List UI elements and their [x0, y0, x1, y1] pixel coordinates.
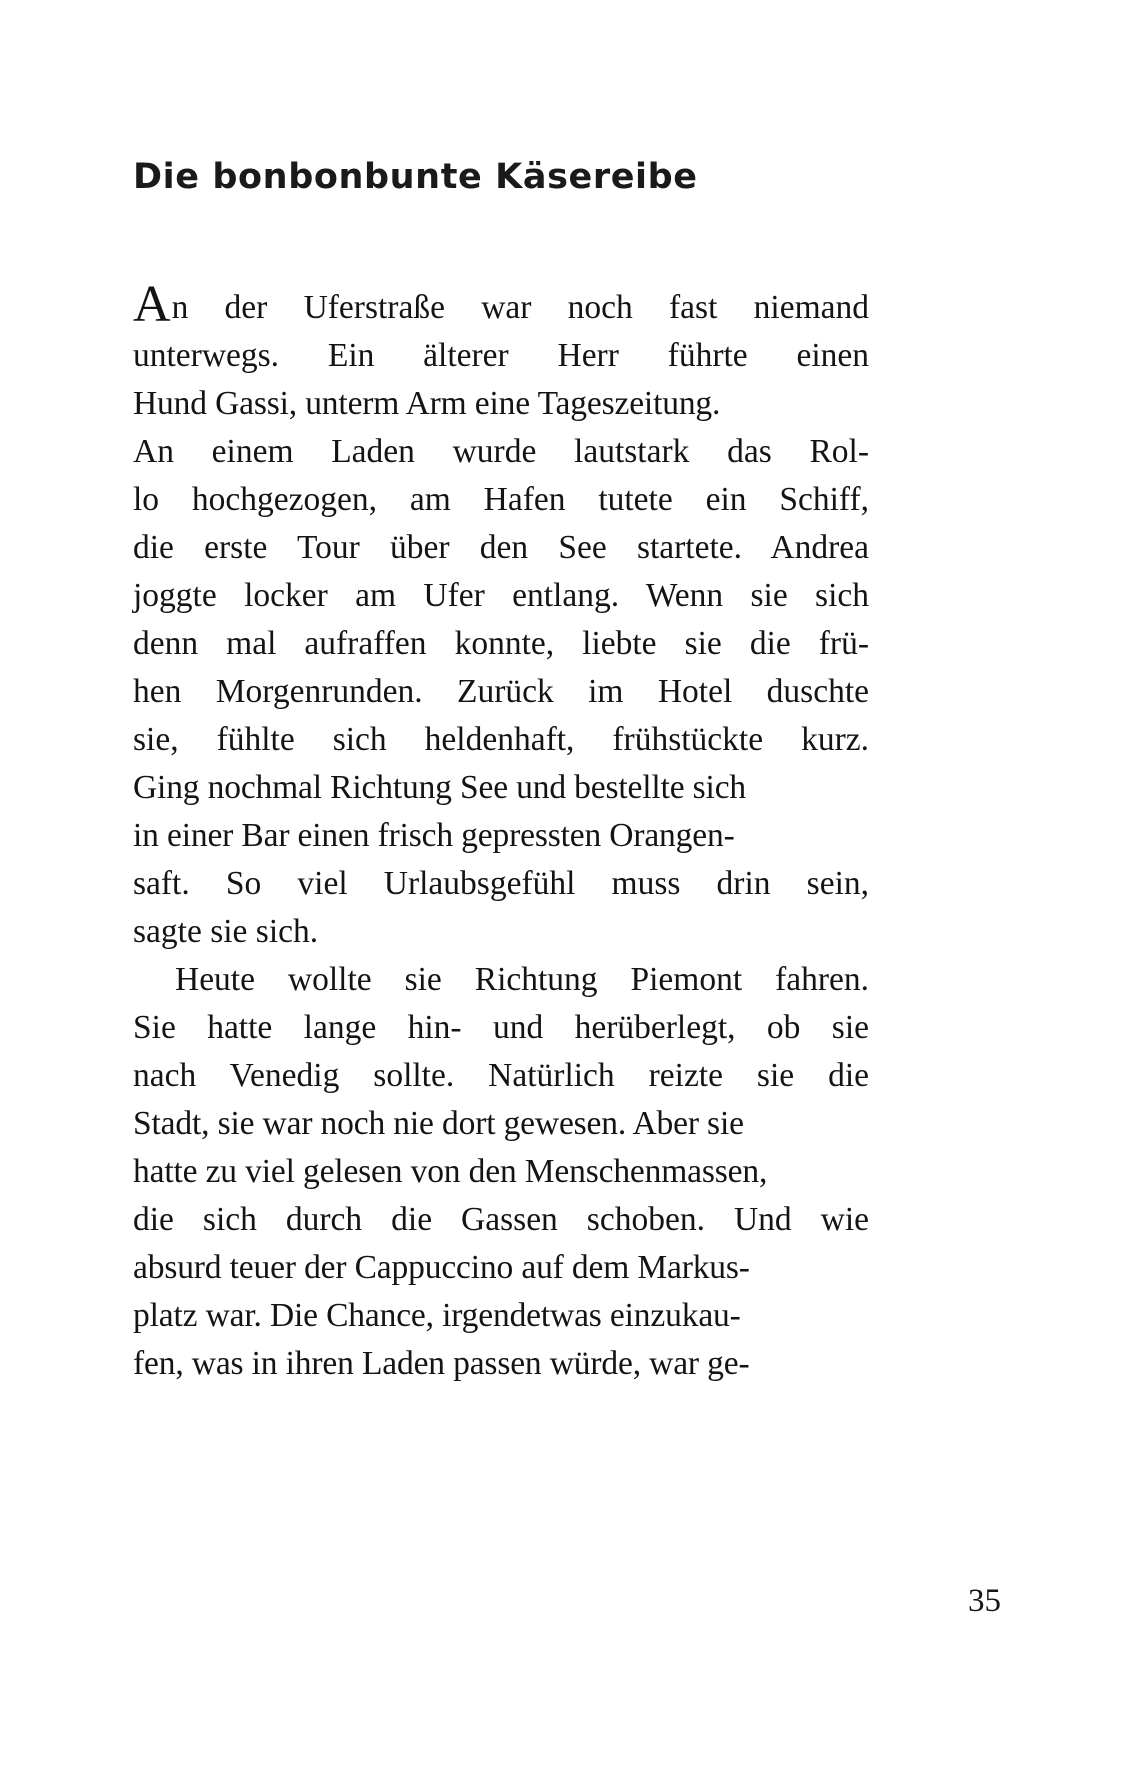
- text-line: Ging nochmal Richtung See und bestellte sich: [133, 769, 747, 806]
- drop-cap: A: [133, 276, 171, 333]
- paragraph-1: [133, 276, 869, 956]
- text-line: absurd teuer der Cappuccino auf dem Markus-: [133, 1249, 750, 1286]
- page-number: 35: [968, 1583, 1001, 1619]
- text-line: sie, fühlte sich heldenhaft, frühstückte kurz.: [133, 721, 869, 758]
- text-line: lo hochgezogen, am Hafen tutete ein Schiff,: [133, 481, 869, 518]
- text-line: sagte sie sich.: [133, 913, 319, 950]
- text-line: denn mal aufraffen konnte, liebte sie die frü-: [133, 625, 869, 662]
- text-line: in einer Bar einen frisch gepressten Orangen-: [133, 817, 735, 854]
- text-line: hen Morgenrunden. Zurück im Hotel duschte: [133, 673, 869, 710]
- text-line: nach Venedig sollte. Natürlich reizte sie die: [133, 1057, 869, 1094]
- text-line: Sie hatte lange hin- und herüberlegt, ob sie: [133, 1009, 869, 1046]
- text-line: unterwegs. Ein älterer Herr führte einen: [133, 337, 869, 374]
- text-line: An einem Laden wurde lautstark das Rol-: [133, 433, 869, 470]
- text-line: fen, was in ihren Laden passen würde, war ge-: [133, 1345, 750, 1382]
- text-line: platz war. Die Chance, irgendetwas einzukau-: [133, 1297, 741, 1334]
- body-text-block: [133, 276, 869, 1388]
- chapter-heading: Die bonbonbunte Käsereibe: [133, 157, 698, 197]
- text-line: die sich durch die Gassen schoben. Und wie: [133, 1201, 869, 1238]
- text-line: saft. So viel Urlaubsgefühl muss drin sein,: [133, 865, 869, 902]
- text-line: Hund Gassi, unterm Arm eine Tageszeitung.: [133, 385, 721, 422]
- text-line: Heute wollte sie Richtung Piemont fahren.: [175, 961, 869, 998]
- text-line: hatte zu viel gelesen von den Menschenmassen,: [133, 1153, 768, 1190]
- text-line: die erste Tour über den See startete. Andrea: [133, 529, 869, 566]
- text-line: Stadt, sie war noch nie dort gewesen. Aber sie: [133, 1105, 744, 1142]
- paragraph-2: [133, 956, 869, 1388]
- text-line-content: n der Uferstraße war noch fast niemand: [171, 289, 869, 326]
- text-line: [133, 276, 869, 333]
- text-line: joggte locker am Ufer entlang. Wenn sie sich: [133, 577, 869, 614]
